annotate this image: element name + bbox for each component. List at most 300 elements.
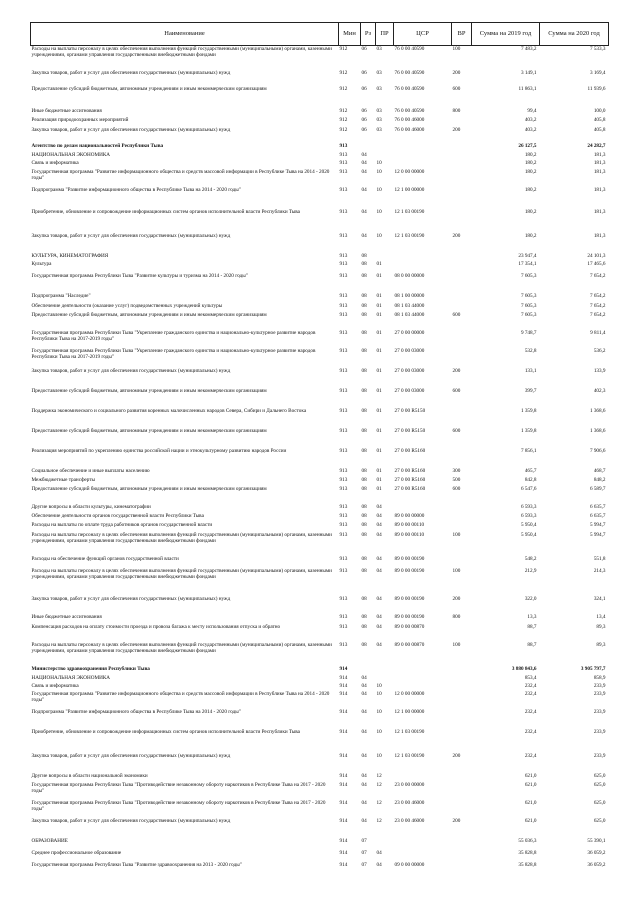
row-expense-type: 200 — [452, 69, 461, 76]
table-row — [31, 782, 609, 800]
row-ministry: 913 — [339, 208, 348, 215]
row-ministry: 913 — [339, 151, 348, 158]
row-name: Предоставление субсидий бюджетным, автономным учреждениям и иным некоммерческим организациям — [31, 311, 267, 318]
row-ministry: 914 — [339, 665, 348, 672]
row-ministry: 913 — [339, 311, 348, 318]
row-expense-type: 600 — [452, 311, 461, 318]
row-sum-2020: 7 654,2 — [589, 311, 606, 318]
table-row — [31, 624, 609, 642]
row-expense-type: 100 — [452, 46, 461, 52]
row-sum-2019: 403,2 — [524, 126, 537, 133]
row-sum-2019: 88,7 — [527, 641, 537, 648]
row-name: НАЦИОНАЛЬНАЯ ЭКОНОМИКА — [31, 674, 111, 681]
table-row — [31, 568, 609, 596]
row-section: 08 — [361, 347, 367, 354]
row-sum-2020: 233,9 — [593, 690, 606, 697]
table-row — [31, 108, 609, 117]
row-ministry: 913 — [339, 186, 348, 193]
row-name: Предоставление субсидий бюджетным, автономным учреждениям и иным некоммерческим организациям — [31, 485, 267, 492]
row-expense-type — [452, 624, 472, 642]
row-expense-type — [452, 709, 472, 729]
row-section: 06 — [361, 69, 367, 76]
row-name: Подпрограмма "Наследие" — [31, 292, 91, 299]
row-section: 08 — [361, 302, 367, 309]
header-subsection: ПР — [376, 23, 394, 46]
row-sum-2020: 468,7 — [593, 467, 606, 474]
header-section: Рз — [361, 23, 376, 46]
row-expense-type — [452, 729, 472, 753]
row-name: Обеспечение деятельности органов государственной власти Республики Тыва — [31, 512, 204, 519]
row-sum-2020: 181,3 — [593, 208, 606, 215]
row-expense-type: 200 — [452, 367, 461, 374]
row-expense-type — [452, 522, 472, 532]
row-sum-2020: 3 169,4 — [589, 69, 606, 76]
row-sum-2019: 842,8 — [524, 476, 537, 483]
row-section: 08 — [361, 512, 367, 519]
row-target-article: 27 0 00 R5160 — [394, 447, 426, 454]
row-section: 08 — [361, 387, 367, 394]
row-sum-2019: 13,3 — [527, 613, 537, 620]
row-ministry: 913 — [339, 613, 348, 620]
table-row — [31, 293, 609, 303]
row-ministry: 914 — [339, 772, 348, 779]
row-sum-2020: 324,1 — [593, 595, 606, 602]
row-sum-2019: 232,4 — [524, 708, 537, 715]
row-name: Межбюджетные трансферты — [31, 476, 96, 483]
row-sum-2019: 133,1 — [524, 367, 537, 374]
row-target-article — [394, 152, 452, 160]
row-subsection: 04 — [376, 623, 382, 630]
row-target-article: 89 0 00 00190 — [394, 595, 425, 602]
row-sum-2020: 625,0 — [593, 799, 606, 806]
table-row — [31, 86, 609, 108]
row-target-article: 08 1 03 44000 — [394, 311, 425, 318]
row-subsection: 04 — [376, 512, 382, 519]
row-sum-2019: 232,4 — [524, 728, 537, 735]
table-row — [31, 152, 609, 160]
table-row — [31, 532, 609, 556]
table-row — [31, 160, 609, 169]
row-subsection: 04 — [376, 567, 382, 574]
row-expense-type: 600 — [452, 85, 461, 92]
row-section: 08 — [361, 407, 367, 414]
row-sum-2020: 181,3 — [593, 151, 606, 158]
row-section: 06 — [361, 46, 367, 52]
row-sum-2020: 36 059,2 — [587, 849, 606, 856]
row-name: Государственная программа Республики Тыва "Укрепление гражданского единства и национально-культурное развитие народов Республики Тыва на 2017-2019 годы" — [31, 329, 316, 342]
row-section: 04 — [361, 674, 367, 681]
row-name: Обеспечение деятельности (оказание услуг) подведомственных учреждений культуры — [31, 302, 223, 309]
row-sum-2019: 23 947,4 — [518, 252, 537, 259]
row-ministry: 912 — [339, 85, 348, 92]
row-ministry: 913 — [339, 555, 348, 562]
row-ministry: 913 — [339, 168, 348, 175]
row-sum-2020: 625,0 — [593, 817, 606, 824]
row-ministry: 913 — [339, 159, 348, 166]
row-expense-type: 100 — [452, 531, 461, 538]
row-sum-2020: 1 368,6 — [589, 407, 606, 414]
row-expense-type — [452, 293, 472, 303]
row-sum-2020: 7 533,3 — [589, 46, 606, 52]
row-name: Связь и информатика — [31, 159, 79, 166]
table-row — [31, 70, 609, 86]
row-ministry: 913 — [339, 467, 348, 474]
row-section: 08 — [361, 292, 367, 299]
row-section: 08 — [361, 311, 367, 318]
row-section: 08 — [361, 367, 367, 374]
row-sum-2020: 6 635,7 — [589, 512, 606, 519]
row-sum-2020: 36 059,2 — [587, 861, 606, 868]
row-section: 04 — [361, 232, 367, 239]
row-sum-2019: 180,2 — [524, 186, 537, 193]
row-target-article — [394, 838, 452, 850]
row-ministry: 914 — [339, 682, 348, 689]
row-subsection: 04 — [376, 555, 382, 562]
row-expense-type — [452, 143, 472, 152]
table-row — [31, 209, 609, 233]
row-name: Министерство здравоохранения Республики Тыва — [31, 665, 150, 672]
row-target-article: 27 0 00 03000 — [394, 387, 425, 394]
row-name: Предоставление субсидий бюджетным, автономным учреждениям и иным некоммерческим организациям — [31, 85, 267, 92]
row-subsection: 01 — [376, 367, 382, 374]
row-ministry: 913 — [339, 485, 348, 492]
row-expense-type — [452, 773, 472, 782]
row-sum-2019: 1 359,8 — [520, 427, 537, 434]
row-target-article: 12 0 00 00000 — [394, 690, 425, 697]
row-ministry: 914 — [339, 728, 348, 735]
row-section: 07 — [361, 861, 367, 868]
row-sum-2020: 233,9 — [593, 708, 606, 715]
row-subsection: 04 — [376, 849, 382, 856]
row-sum-2019: 403,2 — [524, 116, 537, 123]
row-expense-type — [452, 273, 472, 293]
row-expense-type — [452, 504, 472, 513]
row-subsection: 04 — [376, 503, 382, 510]
row-sum-2019: 232,4 — [524, 682, 537, 689]
row-name: Другие вопросы в области национальной экономики — [31, 772, 148, 779]
row-name: Реализация природоохранных мероприятий — [31, 116, 129, 123]
row-sum-2019: 9 748,7 — [520, 329, 537, 336]
row-target-article — [394, 143, 452, 152]
row-ministry: 914 — [339, 817, 348, 824]
row-section — [361, 143, 376, 152]
row-expense-type — [452, 556, 472, 568]
row-name: Иные бюджетные ассигнования — [31, 107, 102, 114]
row-ministry: 913 — [339, 367, 348, 374]
header-sum-2020: Сумма на 2020 год — [540, 23, 609, 46]
row-expense-type: 200 — [452, 752, 461, 759]
row-expense-type — [452, 862, 472, 876]
row-section: 04 — [361, 708, 367, 715]
row-section: 06 — [361, 116, 367, 123]
row-ministry: 912 — [339, 107, 348, 114]
row-expense-type: 800 — [452, 613, 461, 620]
row-sum-2019: 1 359,8 — [520, 407, 537, 414]
row-target-article: 89 0 00 00190 — [394, 613, 425, 620]
row-target-article: 23 0 00 46000 — [394, 817, 425, 824]
row-sum-2020: 858,9 — [593, 674, 606, 681]
row-expense-type — [452, 187, 472, 209]
row-target-article — [394, 850, 452, 862]
row-sum-2020: 89,3 — [596, 641, 606, 648]
row-target-article: 89 0 00 00000 — [394, 512, 425, 519]
row-target-article: 89 0 00 00190 — [394, 555, 425, 562]
row-target-article — [394, 504, 452, 513]
row-name: НАЦИОНАЛЬНАЯ ЭКОНОМИКА — [31, 151, 111, 158]
row-ministry: 914 — [339, 837, 348, 844]
row-section: 08 — [361, 567, 367, 574]
row-sum-2019: 11 863,1 — [518, 85, 537, 92]
row-subsection — [376, 666, 394, 675]
table-row — [31, 253, 609, 261]
header-name: Наименование — [31, 23, 339, 46]
row-sum-2019: 399,7 — [524, 387, 537, 394]
row-sum-2020: 536,2 — [593, 347, 606, 354]
header-expense-type: ВР — [452, 23, 472, 46]
row-section: 08 — [361, 521, 367, 528]
row-target-article: 12 0 00 00000 — [394, 168, 425, 175]
row-ministry: 913 — [339, 387, 348, 394]
row-ministry: 914 — [339, 781, 348, 788]
table-row — [31, 675, 609, 683]
table-row — [31, 348, 609, 368]
row-sum-2019: 180,2 — [524, 168, 537, 175]
row-expense-type — [452, 800, 472, 818]
row-expense-type — [452, 448, 472, 468]
row-section: 08 — [361, 595, 367, 602]
row-section: 04 — [361, 728, 367, 735]
row-expense-type — [452, 666, 472, 675]
row-sum-2020: 3 905 797,7 — [580, 665, 606, 672]
row-subsection: 01 — [376, 311, 382, 318]
row-sum-2020: 6 635,7 — [589, 503, 606, 510]
table-row — [31, 233, 609, 253]
row-name: Подпрограмма "Развитие информационного общества в Республике Тыва на 2014 - 2020 годы" — [31, 708, 241, 715]
row-sum-2020: 233,9 — [593, 752, 606, 759]
row-expense-type — [452, 782, 472, 800]
row-subsection: 10 — [376, 208, 382, 215]
row-target-article: 76 0 00 40590 — [394, 85, 425, 92]
row-subsection: 04 — [376, 521, 382, 528]
row-sum-2019: 26 127,5 — [518, 142, 537, 149]
row-section: 08 — [361, 427, 367, 434]
row-target-article: 09 0 00 00000 — [394, 861, 425, 868]
row-subsection: 04 — [376, 861, 382, 868]
row-name: Расходы на обеспечение функций органов государственной власти — [31, 555, 179, 562]
row-section: 08 — [361, 531, 367, 538]
row-target-article — [394, 683, 452, 691]
row-expense-type: 500 — [452, 476, 461, 483]
row-target-article: 27 0 00 R5150 — [394, 427, 426, 434]
row-sum-2019: 5 950,4 — [520, 531, 537, 538]
row-name: Культура — [31, 260, 52, 267]
row-section: 04 — [361, 690, 367, 697]
row-subsection: 03 — [376, 107, 382, 114]
row-name: Закупка товаров, работ и услуг для обеспечения государственных (муниципальных) нужд — [31, 752, 231, 759]
row-name: Реализация мероприятий по укреплению единства российской нации и этнокультурному развитию народов России — [31, 447, 287, 454]
row-target-article: 89 0 00 00190 — [394, 567, 425, 574]
row-sum-2020: 55 390,1 — [587, 837, 606, 844]
row-target-article: 12 1 00 00000 — [394, 186, 425, 193]
row-target-article: 89 0 00 00110 — [394, 521, 425, 528]
row-section: 08 — [361, 485, 367, 492]
row-sum-2019: 17 354,1 — [518, 260, 537, 267]
table-row — [31, 388, 609, 408]
row-sum-2020: 181,3 — [593, 186, 606, 193]
row-name: КУЛЬТУРА, КИНЕМАТОГРАФИЯ — [31, 252, 109, 259]
row-sum-2020: 233,9 — [593, 728, 606, 735]
row-subsection: 01 — [376, 292, 382, 299]
row-sum-2020: 13,4 — [596, 613, 606, 620]
table-row — [31, 261, 609, 273]
row-subsection: 10 — [376, 708, 382, 715]
row-name: Связь и информатика — [31, 682, 79, 689]
row-expense-type — [452, 348, 472, 368]
row-subsection: 10 — [376, 168, 382, 175]
row-name: Приобретение, обновление и сопровождение информационных систем органов исполнительной власти Республики Тыва — [31, 728, 300, 735]
table-row — [31, 729, 609, 753]
row-name: Среднее профессиональное образование — [31, 849, 122, 856]
row-sum-2019: 232,4 — [524, 690, 537, 697]
row-sum-2019: 232,4 — [524, 752, 537, 759]
row-name: Приобретение, обновление и сопровождение информационных систем органов исполнительной власти Республики Тыва — [31, 208, 300, 215]
table-row — [31, 513, 609, 522]
table-header-row — [31, 23, 609, 46]
row-target-article: 27 0 00 R5160 — [394, 485, 426, 492]
row-sum-2020: 9 811,4 — [590, 329, 606, 336]
table-row — [31, 368, 609, 388]
row-sum-2019: 3 880 843,6 — [511, 665, 537, 672]
table-row — [31, 683, 609, 691]
table-row — [31, 143, 609, 152]
row-name: Закупка товаров, работ и услуг для обеспечения государственных (муниципальных) нужд — [31, 367, 231, 374]
row-subsection: 10 — [376, 728, 382, 735]
row-subsection: 10 — [376, 186, 382, 193]
row-subsection: 10 — [376, 752, 382, 759]
row-section: 04 — [361, 208, 367, 215]
table-row — [31, 312, 609, 330]
row-section: 04 — [361, 682, 367, 689]
row-target-article: 08 1 00 00000 — [394, 292, 425, 299]
row-sum-2019: 35 828,8 — [518, 849, 537, 856]
table-row — [31, 448, 609, 468]
row-subsection: 03 — [376, 116, 382, 123]
table-row — [31, 408, 609, 428]
row-expense-type: 600 — [452, 387, 461, 394]
row-ministry: 913 — [339, 512, 348, 519]
row-target-article: 27 0 00 R5160 — [394, 476, 426, 483]
row-target-article: 76 0 00 40590 — [394, 107, 425, 114]
row-sum-2019: 621,0 — [524, 781, 537, 788]
row-target-article: 76 0 00 46000 — [394, 126, 425, 133]
row-subsection: 03 — [376, 46, 382, 52]
row-expense-type: 300 — [452, 467, 461, 474]
row-expense-type — [452, 253, 472, 261]
row-sum-2020: 181,3 — [593, 159, 606, 166]
row-target-article: 12 1 03 00190 — [394, 232, 425, 239]
table-row — [31, 666, 609, 675]
row-sum-2020: 625,0 — [593, 772, 606, 779]
row-sum-2019: 7 605,3 — [520, 272, 537, 279]
row-sum-2020: 100,0 — [593, 107, 606, 114]
row-sum-2019: 3 149,1 — [520, 69, 537, 76]
row-section: 08 — [361, 260, 367, 267]
row-section: 08 — [361, 272, 367, 279]
table-row — [31, 691, 609, 709]
row-subsection: 01 — [376, 347, 382, 354]
row-subsection — [376, 675, 394, 683]
table-row — [31, 273, 609, 293]
row-sum-2020: 7 654,2 — [589, 272, 606, 279]
row-sum-2019: 853,4 — [524, 674, 537, 681]
row-target-article — [394, 675, 452, 683]
row-sum-2019: 55 036,3 — [518, 837, 537, 844]
row-sum-2019: 7 483,2 — [520, 46, 537, 52]
row-subsection: 01 — [376, 302, 382, 309]
row-sum-2019: 7 856,1 — [520, 447, 537, 454]
row-sum-2020: 11 939,6 — [587, 85, 606, 92]
row-expense-type — [452, 408, 472, 428]
row-subsection — [376, 152, 394, 160]
row-section: 06 — [361, 85, 367, 92]
table-row — [31, 614, 609, 624]
row-ministry: 913 — [339, 347, 348, 354]
row-subsection: 01 — [376, 260, 382, 267]
row-name: Поддержка экономического и социального развития коренных малочисленных народов Севера, Сибири и Дальнего Востока — [31, 407, 307, 414]
row-sum-2019: 621,0 — [524, 817, 537, 824]
row-sum-2019: 532,8 — [524, 347, 537, 354]
row-sum-2019: 212,9 — [524, 567, 537, 574]
row-ministry: 913 — [339, 142, 348, 149]
row-target-article: 89 0 00 00870 — [394, 641, 425, 648]
row-name: Расходы на выплаты персоналу в целях обеспечения выполнения функций государственными (муниципальными) органами, казенными учреждениями, органами управления государственными внебюджетными фондами — [31, 567, 332, 580]
table-row — [31, 773, 609, 782]
row-ministry: 914 — [339, 708, 348, 715]
row-target-article: 23 0 00 00000 — [394, 781, 425, 788]
row-subsection: 03 — [376, 85, 382, 92]
row-expense-type: 200 — [452, 126, 461, 133]
row-section: 04 — [361, 186, 367, 193]
table-row — [31, 46, 609, 70]
row-sum-2019: 465,7 — [524, 467, 537, 474]
row-target-article: 12 1 03 00190 — [394, 208, 425, 215]
row-name: Предоставление субсидий бюджетным, автономным учреждениям и иным некоммерческим организациям — [31, 427, 267, 434]
row-section: 08 — [361, 641, 367, 648]
row-name: Закупка товаров, работ и услуг для обеспечения государственных (муниципальных) нужд — [31, 69, 231, 76]
row-expense-type: 800 — [452, 107, 461, 114]
row-target-article: 12 1 03 00190 — [394, 728, 425, 735]
table-row — [31, 187, 609, 209]
row-sum-2020: 402,3 — [593, 387, 606, 394]
row-sum-2020: 214,3 — [593, 567, 606, 574]
row-ministry: 913 — [339, 329, 348, 336]
row-target-article: 27 0 00 00000 — [394, 329, 425, 336]
row-name: Закупка товаров, работ и услуг для обеспечения государственных (муниципальных) нужд — [31, 232, 231, 239]
row-ministry: 913 — [339, 407, 348, 414]
header-ministry: Мин — [339, 23, 361, 46]
row-ministry: 913 — [339, 531, 348, 538]
row-section — [361, 666, 376, 675]
row-section: 04 — [361, 817, 367, 824]
budget-page — [30, 22, 608, 876]
row-expense-type — [452, 117, 472, 127]
table-row — [31, 753, 609, 773]
row-section: 07 — [361, 837, 367, 844]
row-sum-2019: 7 605,3 — [520, 311, 537, 318]
row-sum-2020: 7 654,2 — [589, 302, 606, 309]
row-target-article: 76 0 00 46000 — [394, 116, 425, 123]
row-expense-type — [452, 152, 472, 160]
